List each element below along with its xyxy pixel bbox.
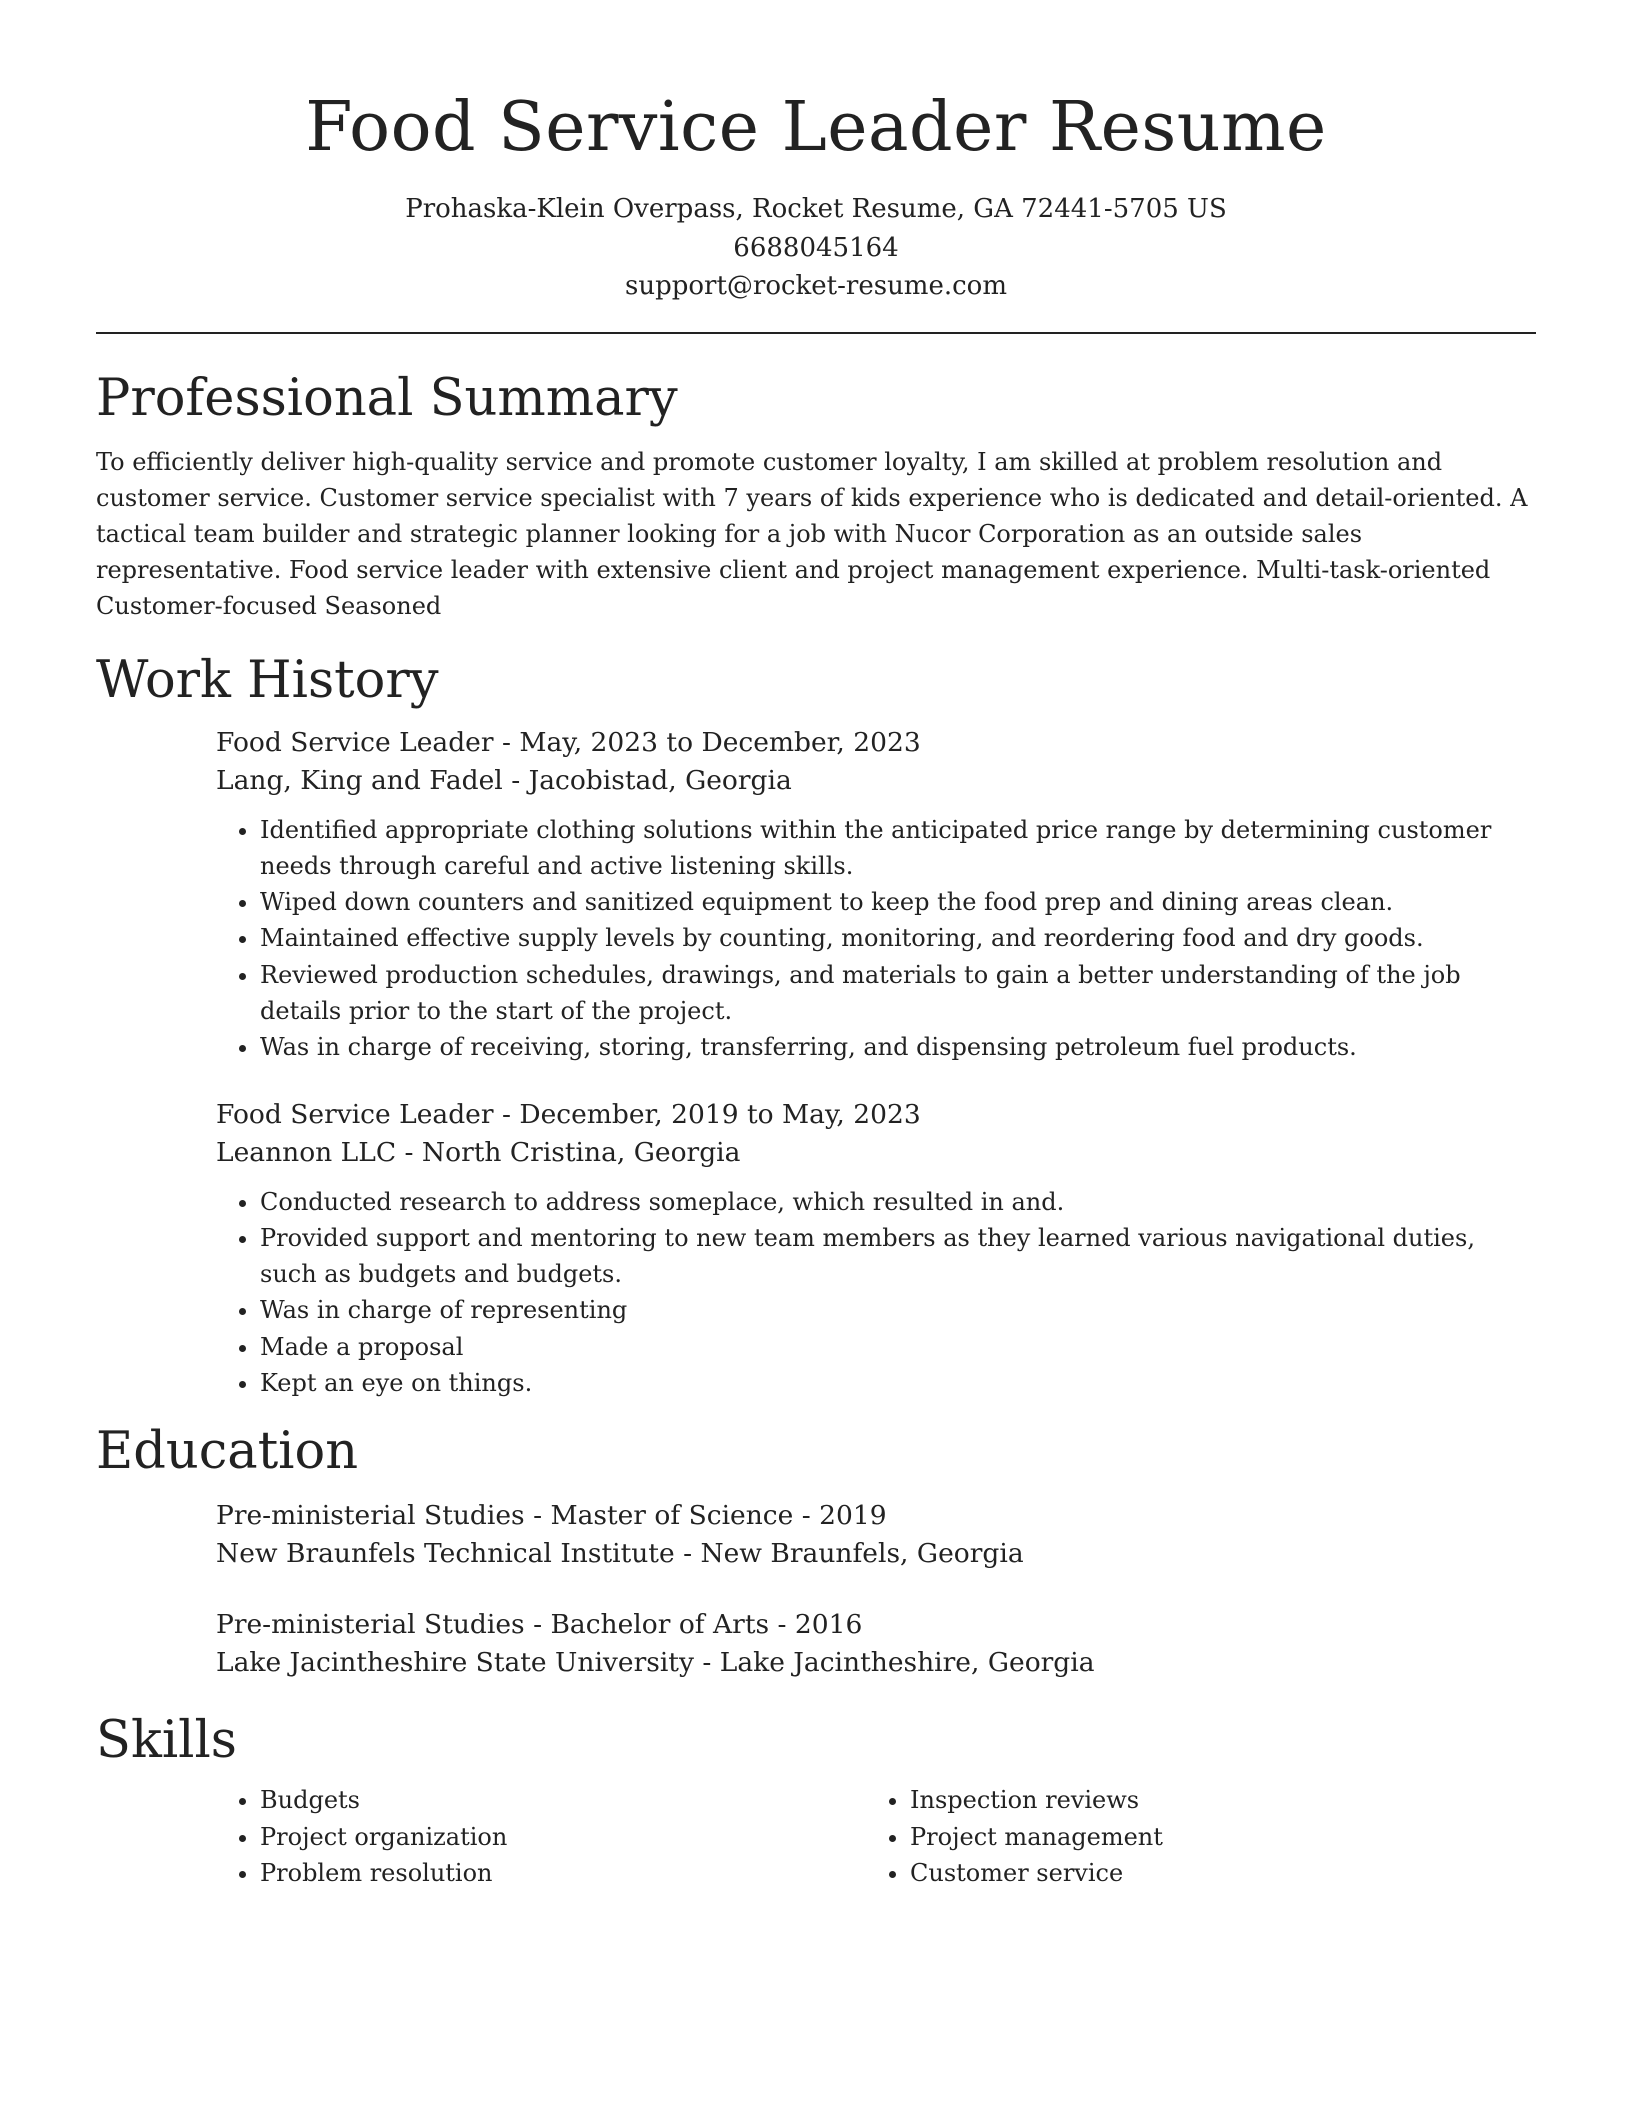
- job-bullet: • Was in charge of representing: [260, 1292, 1536, 1328]
- job-bullet: • Conducted research to address someplace, which resulted in and.: [260, 1184, 1536, 1220]
- job-entry: [216, 1096, 1536, 1402]
- job-bullet: • Kept an eye on things.: [260, 1365, 1536, 1401]
- resume-page: [96, 0, 1536, 1891]
- skill-item: • Budgets: [260, 1782, 866, 1818]
- job-bullet: • Identified appropriate clothing solutions within the anticipated price range by determining customer needs through careful and active listening skills.: [260, 812, 1536, 885]
- contact-email: support@rocket-resume.com: [624, 271, 1007, 301]
- skill-item: • Problem resolution: [260, 1855, 866, 1891]
- work-history-section: [96, 650, 1536, 1402]
- skill-item: • Inspection reviews: [910, 1782, 1516, 1818]
- skills-section: [96, 1710, 1536, 1891]
- job-title-line: Food Service Leader - December, 2019 to May, 2023: [216, 1098, 921, 1130]
- contact-address: Prohaska-Klein Overpass, Rocket Resume, GA 72441-5705 US: [405, 194, 1227, 224]
- job-title-line: Food Service Leader - May, 2023 to December, 2023: [216, 726, 921, 758]
- contact-phone: 6688045164: [733, 232, 899, 263]
- job-bullet: • Made a proposal: [260, 1329, 1536, 1365]
- skill-item: • Customer service: [910, 1855, 1516, 1891]
- summary-section: [96, 368, 1536, 624]
- skills-list: [866, 1782, 1516, 1891]
- skill-item: • Project organization: [260, 1819, 866, 1855]
- work-history-heading: Work History: [96, 650, 439, 710]
- education-degree-line: Pre-ministerial Studies - Master of Science - 2019: [216, 1500, 887, 1532]
- summary-heading: Professional Summary: [96, 368, 678, 428]
- education-entry: [216, 1497, 1536, 1573]
- contact-block: [96, 190, 1536, 306]
- resume-title: Food Service Leader Resume: [305, 88, 1327, 167]
- job-bullets: [216, 1184, 1536, 1402]
- job-bullet: • Maintained effective supply levels by counting, monitoring, and reordering food and dry goods.: [260, 920, 1536, 956]
- skills-grid: [216, 1782, 1536, 1891]
- job-company-line: Leannon LLC - North Cristina, Georgia: [216, 1136, 741, 1168]
- job-company-line: Lang, King and Fadel - Jacobistad, Georgia: [216, 764, 792, 796]
- education-school-line: New Braunfels Technical Institute - New Braunfels, Georgia: [216, 1538, 1024, 1570]
- summary-text: To efficiently deliver high-quality service and promote customer loyalty, I am skilled at problem resolution and customer service. Customer service specialist with 7 years of kids experience who is dedicated and detail-oriented. A tactical team builder and strategic planner looking for a job with Nucor Corporation as an outside sales representative. Food service leader with extensive client and project management experience. Multi-task-oriented Customer-focused Seasoned: [96, 447, 1528, 620]
- job-bullets: [216, 812, 1536, 1066]
- skills-column-right: [866, 1782, 1516, 1891]
- job-bullet: • Was in charge of receiving, storing, transferring, and dispensing petroleum fuel products.: [260, 1029, 1536, 1065]
- skills-list: [216, 1782, 866, 1891]
- education-school-line: Lake Jacintheshire State University - Lake Jacintheshire, Georgia: [216, 1647, 1095, 1679]
- skills-column-left: [216, 1782, 866, 1891]
- education-heading: Education: [96, 1422, 359, 1482]
- job-bullet: • Provided support and mentoring to new team members as they learned various navigational duties, such as budgets and budgets.: [260, 1220, 1536, 1293]
- skills-heading: Skills: [96, 1711, 237, 1771]
- job-entry: [216, 724, 1536, 1066]
- education-degree-line: Pre-ministerial Studies - Bachelor of Arts - 2016: [216, 1609, 863, 1641]
- job-bullet: • Wiped down counters and sanitized equipment to keep the food prep and dining areas clean.: [260, 884, 1536, 920]
- education-section: [96, 1421, 1536, 1682]
- header-divider: [96, 332, 1536, 334]
- skill-item: • Project management: [910, 1819, 1516, 1855]
- resume-header: [96, 0, 1536, 306]
- education-entry: [216, 1606, 1536, 1682]
- job-bullet: • Reviewed production schedules, drawings, and materials to gain a better understanding of the job details prior to the start of the project.: [260, 957, 1536, 1030]
